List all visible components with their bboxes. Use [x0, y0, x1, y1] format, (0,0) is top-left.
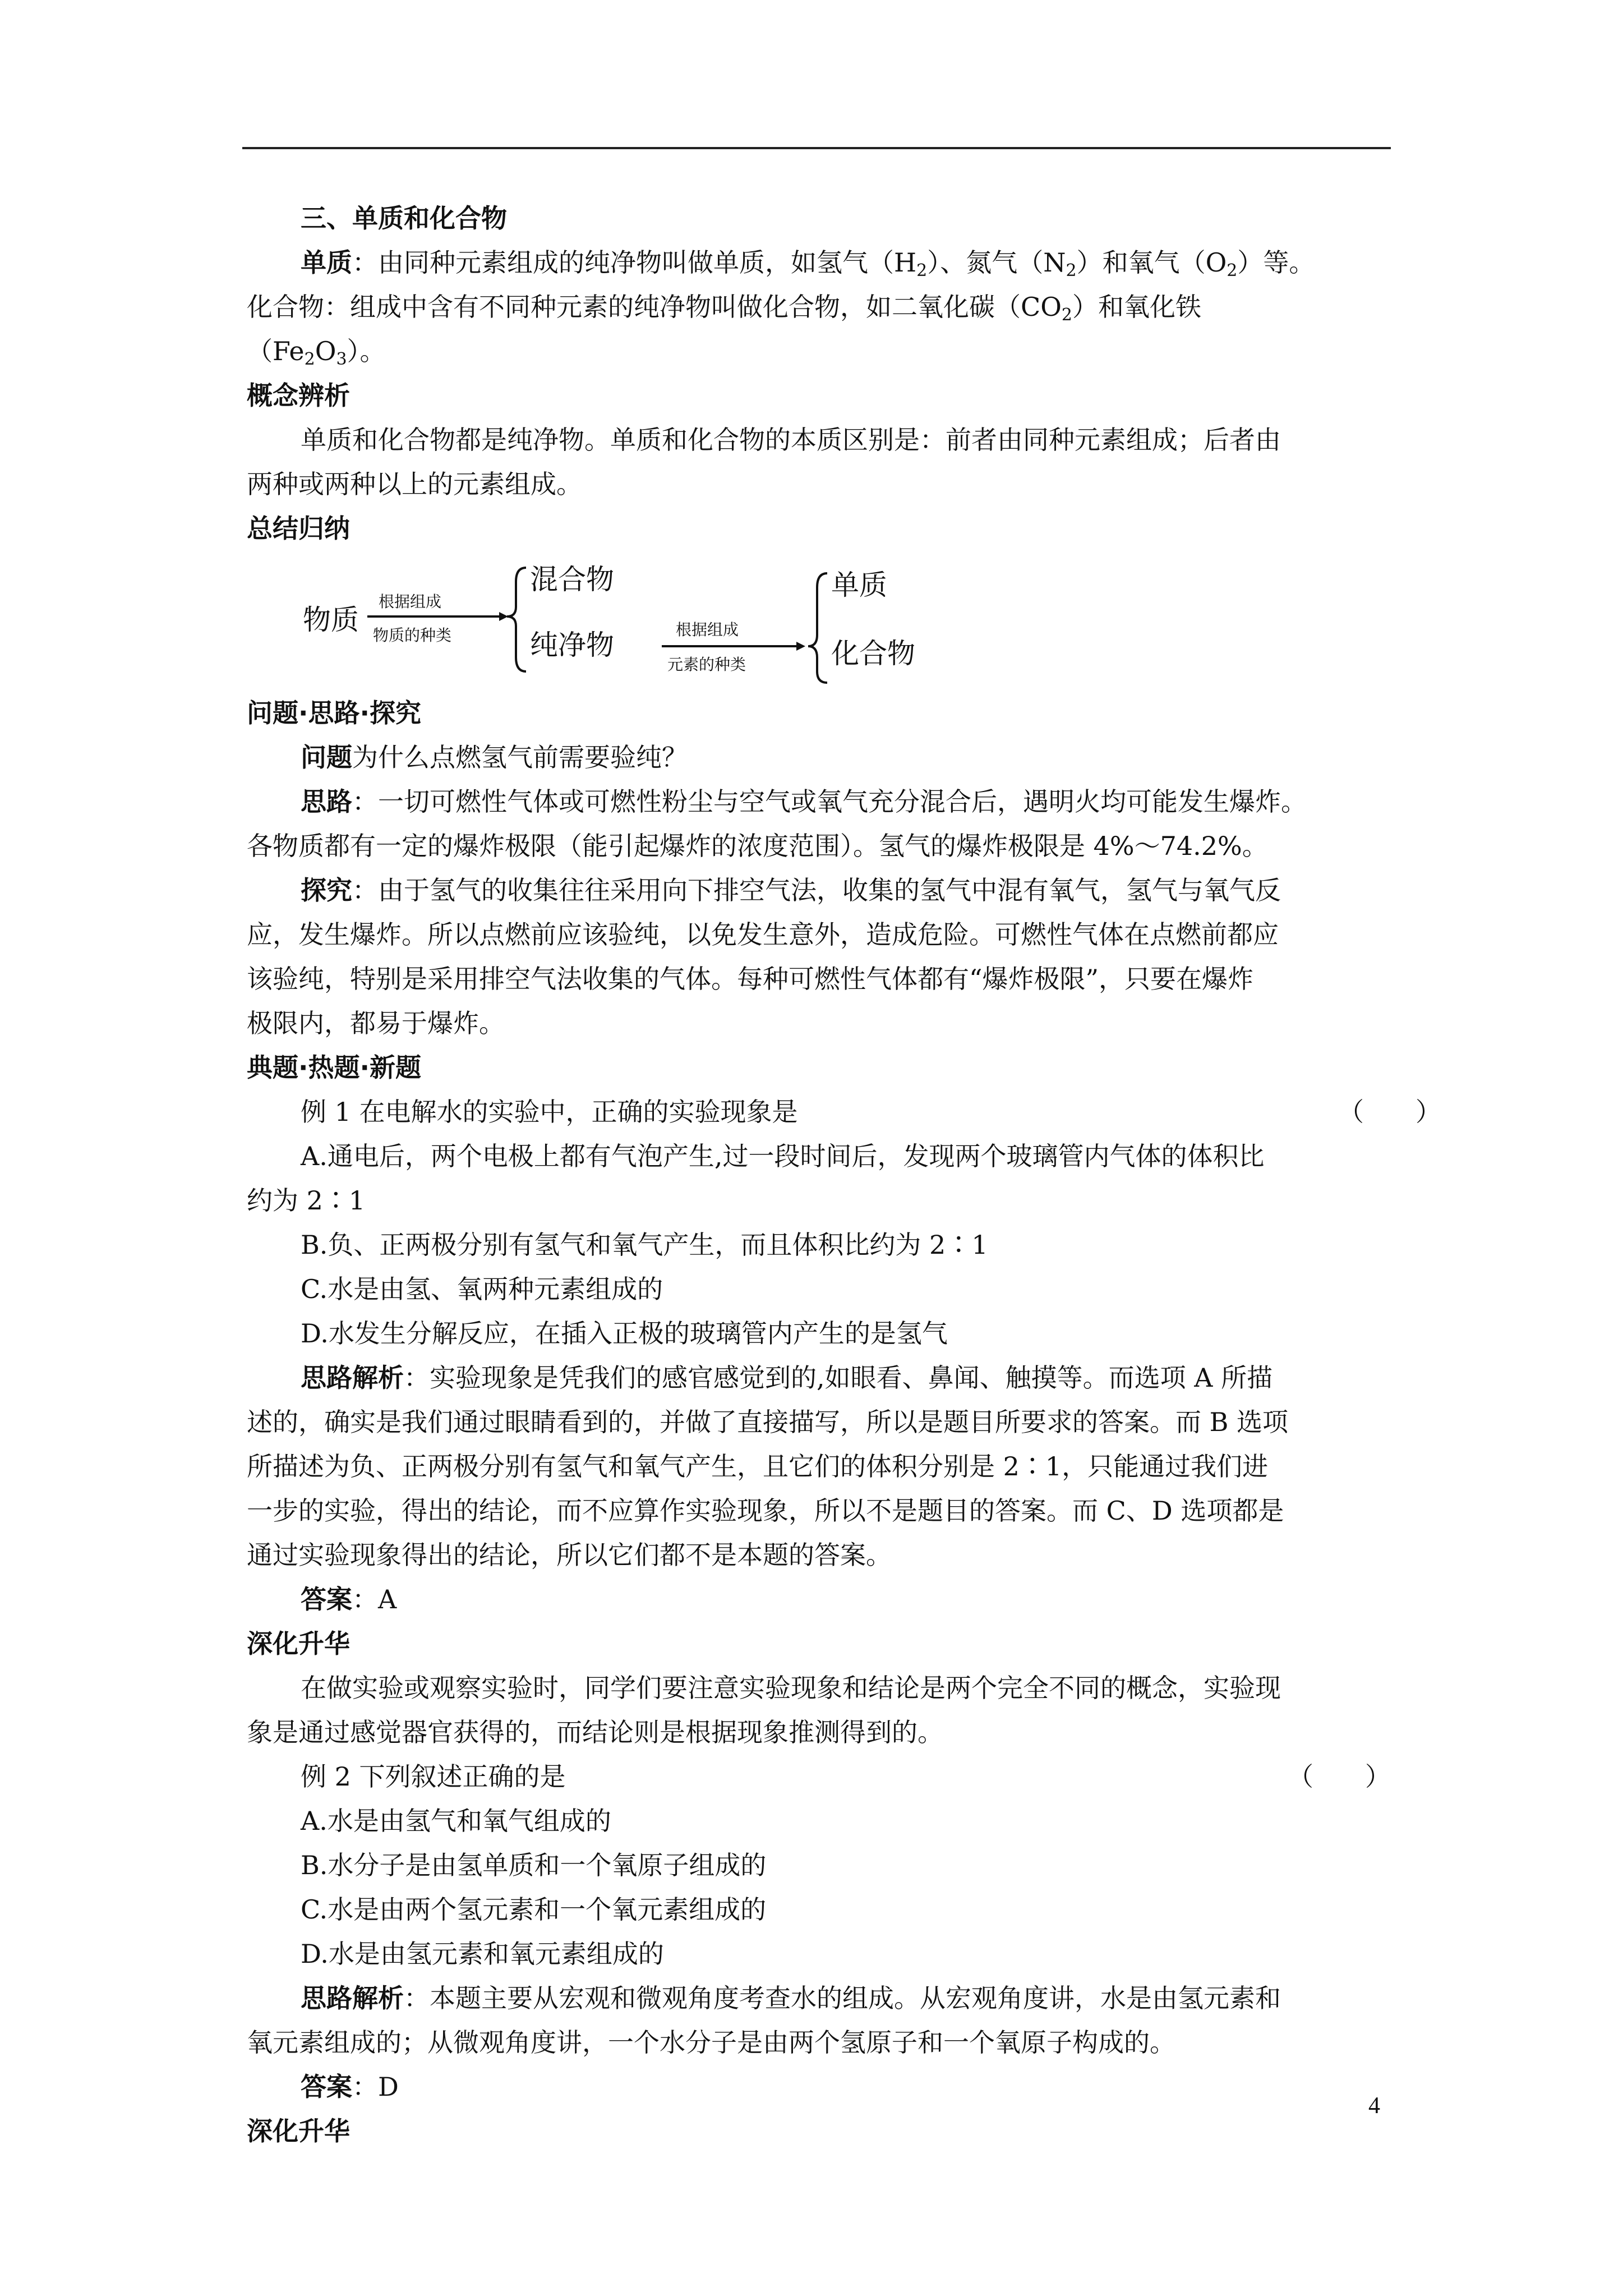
wenti-silu-line1: 思路：一切可燃性气体或可燃性粉尘与空气或氧气充分混合后，遇明火均可能发生爆炸。: [301, 786, 1307, 817]
example1-option-c: C.水是由氢、氧两种元素组成的: [301, 1274, 663, 1304]
compound-definition-line1: 化合物：组成中含有不同种元素的纯净物叫做化合物，如二氧化碳$(CO_2)$和氧化铁: [247, 292, 1202, 325]
wenti-tanjiu-line1: 探究：由于氢气的收集往往采用向下排空气法，收集的氢气中混有氧气，氢气与氧气反: [301, 875, 1281, 905]
header-rule: [242, 147, 1391, 149]
summary-heading: 总结归纳: [247, 513, 350, 544]
diagram-arrow1-bottom: 物质的种类: [373, 626, 452, 645]
wenti-tanjiu-line4: 极限内，都易于爆炸。: [247, 1008, 505, 1038]
example1-analysis-line4: 一步的实验，得出的结论，而不应算作实验现象，所以不是题目的答案。而 C、D 选项都是: [247, 1496, 1284, 1526]
example1-analysis-line3: 所描述为负、正两极分别有氢气和氧气产生，且它们的体积分别是 2∶1，只能通过我们进: [247, 1451, 1269, 1481]
example1-option-a-line2: 约为 2∶1: [247, 1185, 366, 1216]
gainian-line1: 单质和化合物都是纯净物。单质和化合物的本质区别是：前者由同种元素组成；后者由: [301, 425, 1281, 455]
wenti-tanjiu-line2: 应，发生爆炸。所以点燃前应该验纯，以免发生意外，造成危险。可燃性气体在点燃前都应: [247, 919, 1279, 950]
example2-stem: 例 2 下列叙述正确的是 （ ）: [247, 1755, 1391, 1799]
classification-diagram: [247, 551, 1391, 691]
example2-answer-paren: （ ）: [1288, 1761, 1391, 1792]
shenhua2-heading: 深化升华: [247, 2116, 350, 2146]
example2-option-a: A.水是由氢气和氧气组成的: [301, 1806, 611, 1836]
diagram-arrow2-bottom: 元素的种类: [667, 655, 746, 674]
example2-option-d: D.水是由氢元素和氧元素组成的: [301, 1939, 664, 1969]
page-content: [247, 196, 1441, 2154]
wenti-question: 问题为什么点燃氢气前需要验纯？: [301, 742, 688, 772]
diagram-hunhe: 混合物: [530, 563, 614, 596]
example1-analysis-line5: 通过实验现象得出的结论，所以它们都不是本题的答案。: [247, 1540, 892, 1570]
diagram-danzhi: 单质: [831, 569, 887, 601]
diagram-arrow1-head: [499, 612, 508, 621]
example2-analysis-line2: 氧元素组成的；从微观角度讲，一个水分子是由两个氢原子和一个氧原子构成的。: [247, 2027, 1175, 2058]
example2-option-b: B.水分子是由氢单质和一个氧原子组成的: [301, 1850, 767, 1880]
danzhi-definition: 单质：由同种元素组成的纯净物叫做单质，如氢气$(H_2)$、氮气$(N_2)$和氧气$(O_2)$等。: [301, 247, 1315, 280]
example1-option-b: B.负、正两极分别有氢气和氧气产生，而且体积比约为 2∶1: [301, 1230, 988, 1260]
diagram-wuzhi: 物质: [303, 604, 359, 636]
diagram-chunjing: 纯净物: [530, 629, 614, 661]
example1-analysis-line1: 思路解析：实验现象是凭我们的感官感觉到的,如眼看、鼻闻、触摸等。而选项 A 所描: [301, 1363, 1273, 1393]
example2-answer: 答案：D: [301, 2072, 399, 2102]
diagram-arrow2-top: 根据组成: [676, 620, 739, 639]
danzhi-label: 单质: [301, 247, 352, 278]
diagram-brace1: [507, 568, 526, 671]
dianti-heading: 典题·热题·新题: [247, 1052, 421, 1083]
shenhua1-line2: 象是通过感觉器官获得的，而结论则是根据现象推测得到的。: [247, 1717, 943, 1747]
example2-analysis-line1: 思路解析：本题主要从宏观和微观角度考查水的组成。从宏观角度讲，水是由氢元素和: [301, 1983, 1281, 2013]
shenhua1-heading: 深化升华: [247, 1628, 350, 1659]
diagram-arrow1-top: 根据组成: [379, 592, 442, 611]
wenti-tanjiu-line3: 该验纯，特别是采用排空气法收集的气体。每种可燃性气体都有“爆炸极限”，只要在爆炸: [247, 964, 1254, 994]
example1-option-d: D.水发生分解反应，在插入正极的玻璃管内产生的是氢气: [301, 1318, 948, 1349]
example1-stem: 例 1 在电解水的实验中，正确的实验现象是 （ ）: [247, 1090, 1391, 1134]
page-number: 4: [1368, 2093, 1380, 2119]
diagram-huahe: 化合物: [831, 637, 915, 670]
wenti-silu-line2: 各物质都有一定的爆炸极限（能引起爆炸的浓度范围）。氢气的爆炸极限是 4%～74.2%。: [247, 831, 1268, 861]
example1-answer-paren: （ ）: [1338, 1097, 1441, 1127]
example1-analysis-line2: 述的，确实是我们通过眼睛看到的，并做了直接描写，所以是题目所要求的答案。而 B 选项: [247, 1407, 1289, 1437]
section-title: 三、单质和化合物: [301, 203, 507, 233]
diagram-arrow2-head: [796, 642, 805, 651]
example1-answer: 答案：A: [301, 1584, 397, 1614]
compound-definition-line2: $(Fe_2O_3)$。: [247, 336, 386, 369]
gainian-heading: 概念辨析: [247, 380, 350, 411]
shenhua1-line1: 在做实验或观察实验时，同学们要注意实验现象和结论是两个完全不同的概念，实验现: [301, 1673, 1281, 1703]
diagram-brace2: [808, 573, 827, 683]
example1-option-a-line1: A.通电后，两个电极上都有气泡产生,过一段时间后，发现两个玻璃管内气体的体积比: [301, 1141, 1265, 1171]
gainian-line2: 两种或两种以上的元素组成。: [247, 469, 582, 499]
wenti-heading: 问题·思路·探究: [247, 698, 421, 728]
classification-diagram-svg: [303, 551, 1144, 691]
example2-option-c: C.水是由两个氢元素和一个氧元素组成的: [301, 1894, 767, 1925]
